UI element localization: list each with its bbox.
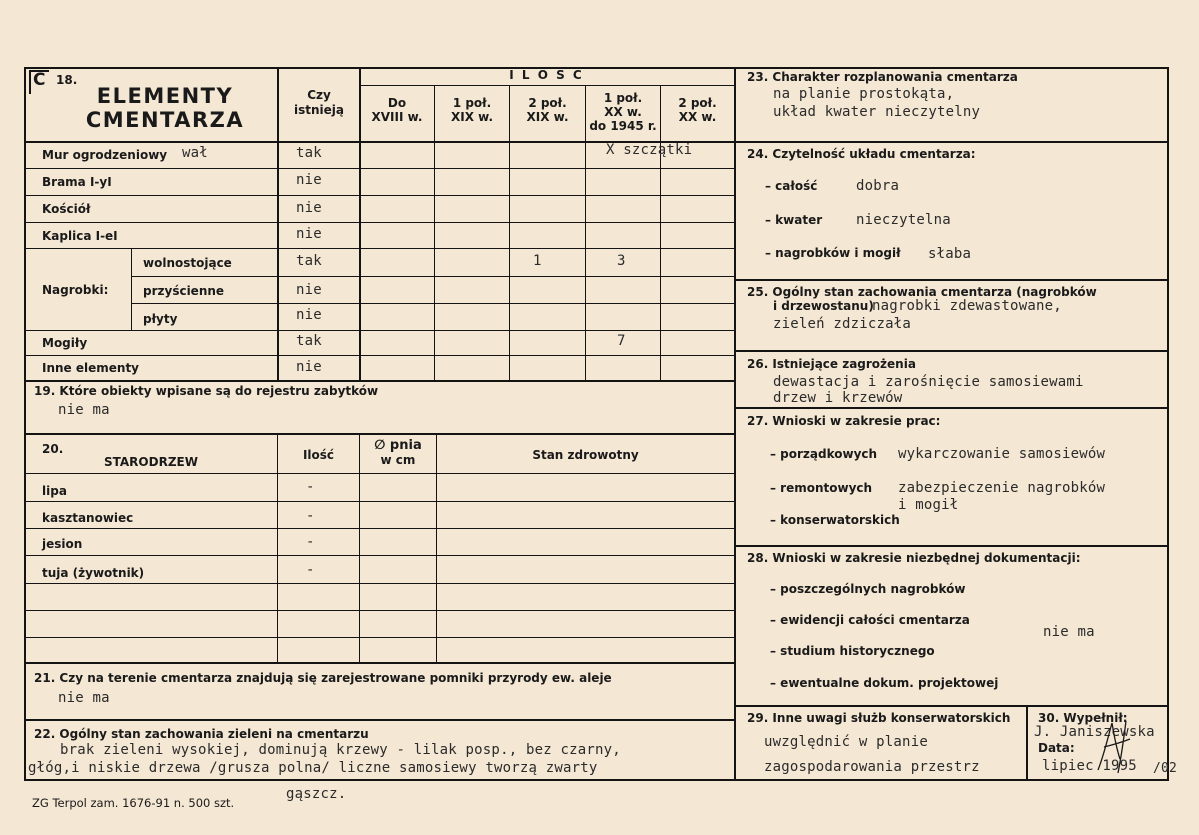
plyty-exists: nie xyxy=(296,307,322,323)
s25-value-l2: zieleń zdziczała xyxy=(773,316,912,332)
col-exists-header: Czy istnieją xyxy=(294,88,344,117)
row-label-wolnostojace: wolnostojące xyxy=(143,256,232,270)
s22-label: 22. Ogólny stan zachowania zieleni na cmentarzu xyxy=(34,727,369,741)
s19-value: nie ma xyxy=(58,402,110,418)
row-label-mur: Mur ogrodzeniowy xyxy=(42,148,168,162)
tree-count: - xyxy=(306,534,315,550)
s26-label: 26. Istniejące zagrożenia xyxy=(747,357,916,371)
tree-name: tuja (żywotnik) xyxy=(42,566,145,580)
tree-count: - xyxy=(306,562,315,578)
page-title-line2: CMENTARZA xyxy=(85,108,245,132)
mur-exists: tak xyxy=(296,145,322,161)
tree-count: - xyxy=(306,508,315,524)
brama-exists: nie xyxy=(296,172,322,188)
period-header: 2 poł. XIX w. xyxy=(526,96,569,124)
s27-label: 27. Wnioski w zakresie prac: xyxy=(747,414,941,428)
s27-remont-value-l1: zabezpieczenie nagrobków xyxy=(898,480,1106,496)
mur-overtype: wał xyxy=(182,145,208,161)
s24-nagrob-value: słaba xyxy=(928,246,972,262)
s24-label: 24. Czytelność układu cmentarza: xyxy=(747,147,976,161)
row-label-kosciol: Kościół xyxy=(42,202,91,216)
s27-remont-value-l2: i mogił xyxy=(898,497,959,513)
wolno-exists: tak xyxy=(296,253,322,269)
period-header: Do XVIII w. xyxy=(371,96,423,124)
mur-value-1pol-xx: X szczątki xyxy=(606,142,693,158)
s25-label-l1: 25. Ogólny stan zachowania cmentarza (nagrobków xyxy=(747,285,1097,299)
row-label-przyscienne: przyścienne xyxy=(143,284,225,298)
s25-value-l1: nagrobki zdewastowane, xyxy=(872,298,1062,314)
s30-stamp: /02 xyxy=(1153,761,1178,776)
s28-label: 28. Wnioski w zakresie niezbędnej dokumentacji: xyxy=(747,551,1081,565)
s29-label: 29. Inne uwagi służb konserwatorskich xyxy=(747,711,1011,725)
s30-label: 30. Wypełnił: xyxy=(1038,711,1128,725)
s28-item3: – studium historycznego xyxy=(770,644,935,658)
s21-value: nie ma xyxy=(58,690,110,706)
s27-porz-label: – porządkowych xyxy=(770,447,878,461)
s19-label: 19. Które obiekty wpisane są do rejestru zabytków xyxy=(34,384,379,398)
row-label-nagrobki: Nagrobki: xyxy=(42,283,109,297)
przysc-exists: nie xyxy=(296,282,322,298)
s20-title: STARODRZEW xyxy=(104,455,198,469)
mogily-value-1pol-xx: 7 xyxy=(617,333,626,349)
row-label-mogily: Mogiły xyxy=(42,336,88,350)
s20-col-ilosc: Ilość xyxy=(302,448,335,462)
s28-item4: – ewentualne dokum. projektowej xyxy=(770,676,999,690)
kaplica-exists: nie xyxy=(296,226,322,242)
section-letter: C xyxy=(33,70,46,90)
row-label-plyty: płyty xyxy=(143,312,178,326)
s27-remont-label: – remontowych xyxy=(770,481,873,495)
printer-footer: ZG Terpol zam. 1676-91 n. 500 szt. xyxy=(32,796,235,810)
s24-kwater-value: nieczytelna xyxy=(856,212,951,228)
s27-konserw-label: – konserwatorskich xyxy=(770,513,900,527)
s27-porz-value: wykarczowanie samosiewów xyxy=(898,446,1106,462)
s20-number: 20. xyxy=(42,442,64,456)
section-number: 18. xyxy=(56,73,78,87)
wolno-value-1pol-xx: 3 xyxy=(617,253,626,269)
s23-line2: układ kwater nieczytelny xyxy=(773,104,981,120)
tree-name: kasztanowiec xyxy=(42,511,134,525)
tree-name: lipa xyxy=(42,484,67,498)
page-title-line1: ELEMENTY xyxy=(96,84,234,108)
s22-line1: brak zieleni wysokiej, dominują krzewy - lilak posp., bez czarny, xyxy=(60,742,621,758)
s30-name: J. Janiszewska xyxy=(1034,724,1155,740)
s23-line1: na planie prostokąta, xyxy=(773,86,955,102)
s28-item2: – ewidencji całości cmentarza xyxy=(770,613,970,627)
tree-name: jesion xyxy=(42,537,83,551)
row-label-inne: Inne elementy xyxy=(42,361,140,375)
s28-item1: – poszczególnych nagrobków xyxy=(770,582,966,596)
s29-line1: uwzględnić w planie xyxy=(764,734,928,750)
period-header: 1 poł. XX w. do 1945 r. xyxy=(589,91,657,133)
s24-calosc-label: – całość xyxy=(765,179,818,193)
s24-kwater-label: – kwater xyxy=(765,213,823,227)
s24-calosc-value: dobra xyxy=(856,178,900,194)
kosciol-exists: nie xyxy=(296,200,322,216)
wolno-value-2pol-xix: 1 xyxy=(533,253,542,269)
period-header: 2 poł. XX w. xyxy=(678,96,717,124)
s29-line2: zagospodarowania przestrz xyxy=(764,759,980,775)
s20-col-pnia: ∅ pnia w cm xyxy=(374,438,422,467)
s22-line3: gąszcz. xyxy=(286,786,347,802)
s26-line2: drzew i krzewów xyxy=(773,390,903,406)
s30-date-value: lipiec 1995 xyxy=(1042,758,1137,774)
inne-exists: nie xyxy=(296,359,322,375)
s26-line1: dewastacja i zarośnięcie samosiewami xyxy=(773,374,1084,390)
period-header: 1 poł. XIX w. xyxy=(450,96,494,124)
tree-count: - xyxy=(306,479,315,495)
ilosc-header: I L O Ś Ć xyxy=(509,68,584,82)
s21-label: 21. Czy na terenie cmentarza znajdują się zarejestrowane pomniki przyrody ew. aleje xyxy=(34,671,612,685)
s20-col-stan: Stan zdrowotny xyxy=(532,448,639,462)
signature-mark xyxy=(1090,715,1140,777)
s23-label: 23. Charakter rozplanowania cmentarza xyxy=(747,70,1018,84)
s28-value: nie ma xyxy=(1043,624,1095,640)
s25-label-l2: i drzewostanu) xyxy=(773,299,874,313)
s24-nagrob-label: – nagrobków i mogił xyxy=(765,246,901,260)
row-label-kaplica: Kaplica I-eI xyxy=(42,229,118,243)
s30-date-label: Data: xyxy=(1038,741,1075,755)
s22-line2: głóg,i niskie drzewa /grusza polna/ liczne samosiewy tworzą zwarty xyxy=(28,760,598,776)
row-label-brama: Brama I-yI xyxy=(42,175,112,189)
mogily-exists: tak xyxy=(296,333,322,349)
